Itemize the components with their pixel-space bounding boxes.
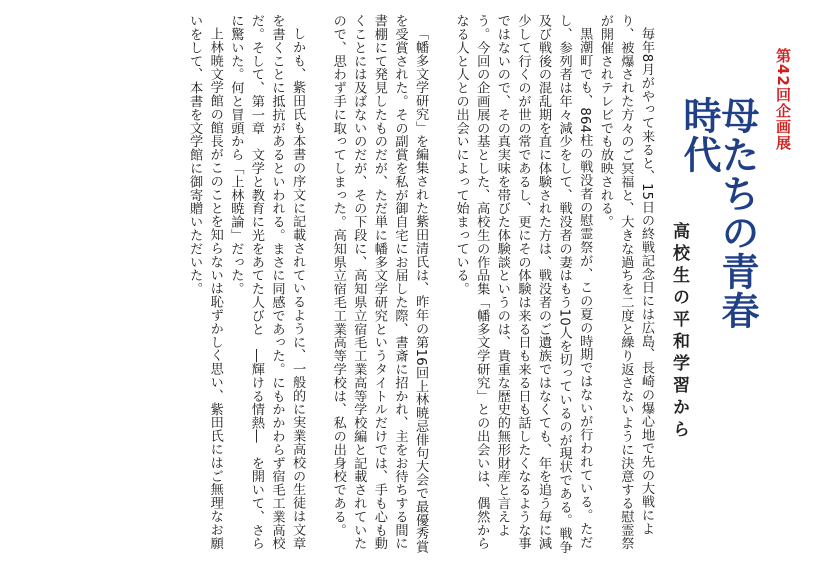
page-subtitle: 高校生の平和学習から bbox=[669, 222, 689, 442]
paragraph-1: 毎年8月がやって来ると、15日の終戦記念日には広島、長崎の爆心地で先の大戦により、被爆された方々のご冥福と、大きな過ちを二度と繰り返さないように決意する慰霊祭が開催されテレビでも放映される。 bbox=[597, 14, 654, 550]
paragraph-5: 上林暁文学館の館長がこのことを知らないは恥ずかしく思い、紫田氏にはご無理なお願いをして、本書を文学館に御寄贈いただいた。 bbox=[187, 14, 223, 550]
page-title: 母たちの青春時代 bbox=[677, 96, 759, 330]
exhibit-number: 第42回企画展 bbox=[774, 48, 792, 151]
paragraph-2: 黒潮町でも、864柱の戦没者の慰霊祭が、この夏の時期ではないが行われている。ただし、参列者は年々減少をして、戦没者の妻はもう10人を切っているのが現状である。戦争及び戦後の混乱期を直に体験された方は、戦没者のご遺族ではなくても、年を追う毎に減少して行くのが世の常であるし、更にその体験は来る日も来る日も話したくなるような事ではないので、その真実味を帯びた体験談というのは、貴重な歴史的無形財産と言えよう。今回の企画展の基とした、高校生の作品集「幡多文学研究」との出会いは、偶然からなる人と人との出会いによって始まっている。 bbox=[453, 14, 593, 554]
article-body bbox=[38, 14, 656, 559]
paragraph-4: しかも、紫田氏も本書の序文に記載されているように、一般的に実業高校の生徒は文章を書くことに抵抗があるといわれる。まさに同感であった。にもかかわらず宿毛工業高校だ。そして、第一章 文学と教育に光をあてた人びと ―輝ける情熱― を開いて、さらに驚いた。何と冒頭から「上林暁論」だった。 bbox=[228, 14, 306, 550]
paragraph-3: 「幡多文学研究」を編集された紫田清氏は、昨年の第16回上林暁忌俳句大会で最優秀賞を受賞された。その副賞を私が御自宅にお届した際、書斎に招かれ、主をお待ちする間に書棚にて発見したものだが、ただ単に幡多文学研究というタイトルだけでは、手も心も動くことには及ばないのだが、その下段に、高知県立宿毛工業高等学校編と記載されていたので、思わず手に取ってしまった。高知県立宿毛工業高等学校は、私の出身校である。 bbox=[330, 14, 429, 554]
